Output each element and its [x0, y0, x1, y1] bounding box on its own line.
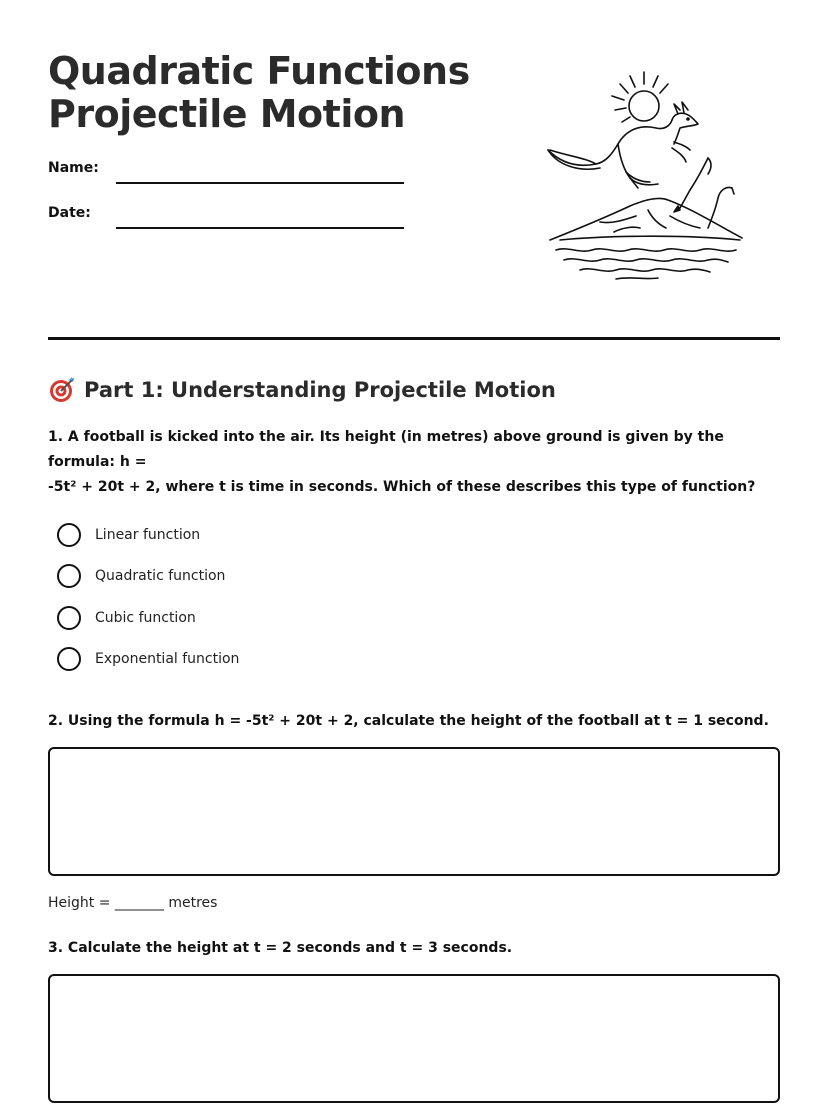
radio-button[interactable]	[57, 523, 81, 547]
option-label: Cubic function	[95, 609, 196, 626]
question-3-answer-box[interactable]	[48, 974, 780, 1103]
option-label: Exponential function	[95, 651, 240, 668]
name-input-line[interactable]	[116, 182, 404, 184]
title-line-1: Quadratic Functions	[48, 49, 470, 93]
option-quadratic[interactable]	[57, 556, 457, 598]
option-exponential[interactable]	[57, 639, 457, 681]
option-cubic[interactable]	[57, 597, 457, 639]
question-1-line-1: 1. A football is kicked into the air. Its height (in metres) above ground is given by the formula: h =	[48, 429, 724, 470]
question-1	[48, 425, 788, 500]
section-1-heading	[48, 374, 556, 406]
option-label: Linear function	[95, 526, 201, 543]
kangaroo-on-island-illustration	[540, 66, 750, 286]
question-1-options	[57, 514, 457, 680]
radio-button[interactable]	[57, 564, 81, 588]
section-1-title: Part 1: Understanding Projectile Motion	[84, 378, 556, 402]
name-field	[48, 160, 408, 190]
option-label: Quadratic function	[95, 568, 226, 585]
title-line-2: Projectile Motion	[48, 92, 406, 136]
date-input-line[interactable]	[116, 227, 404, 229]
date-field	[48, 205, 408, 235]
question-1-line-2: -5t² + 20t + 2, where t is time in seconds. Which of these describes this type of function?	[48, 479, 756, 495]
direct-hit-target-icon	[48, 376, 76, 404]
question-3-text: 3. Calculate the height at t = 2 seconds and t = 3 seconds.	[48, 940, 513, 956]
question-2-text: 2. Using the formula h = -5t² + 20t + 2, calculate the height of the football at t = 1 second.	[48, 713, 769, 729]
question-2-answer-box[interactable]	[48, 747, 780, 876]
option-linear[interactable]	[57, 514, 457, 556]
radio-button[interactable]	[57, 647, 81, 671]
radio-button[interactable]	[57, 606, 81, 630]
date-label: Date:	[48, 205, 91, 221]
page-title	[48, 50, 470, 136]
name-label: Name:	[48, 160, 99, 176]
header-divider	[48, 337, 780, 340]
question-2	[48, 709, 788, 734]
height-answer-line: Height = _______ metres	[48, 895, 218, 911]
question-3	[48, 936, 788, 961]
